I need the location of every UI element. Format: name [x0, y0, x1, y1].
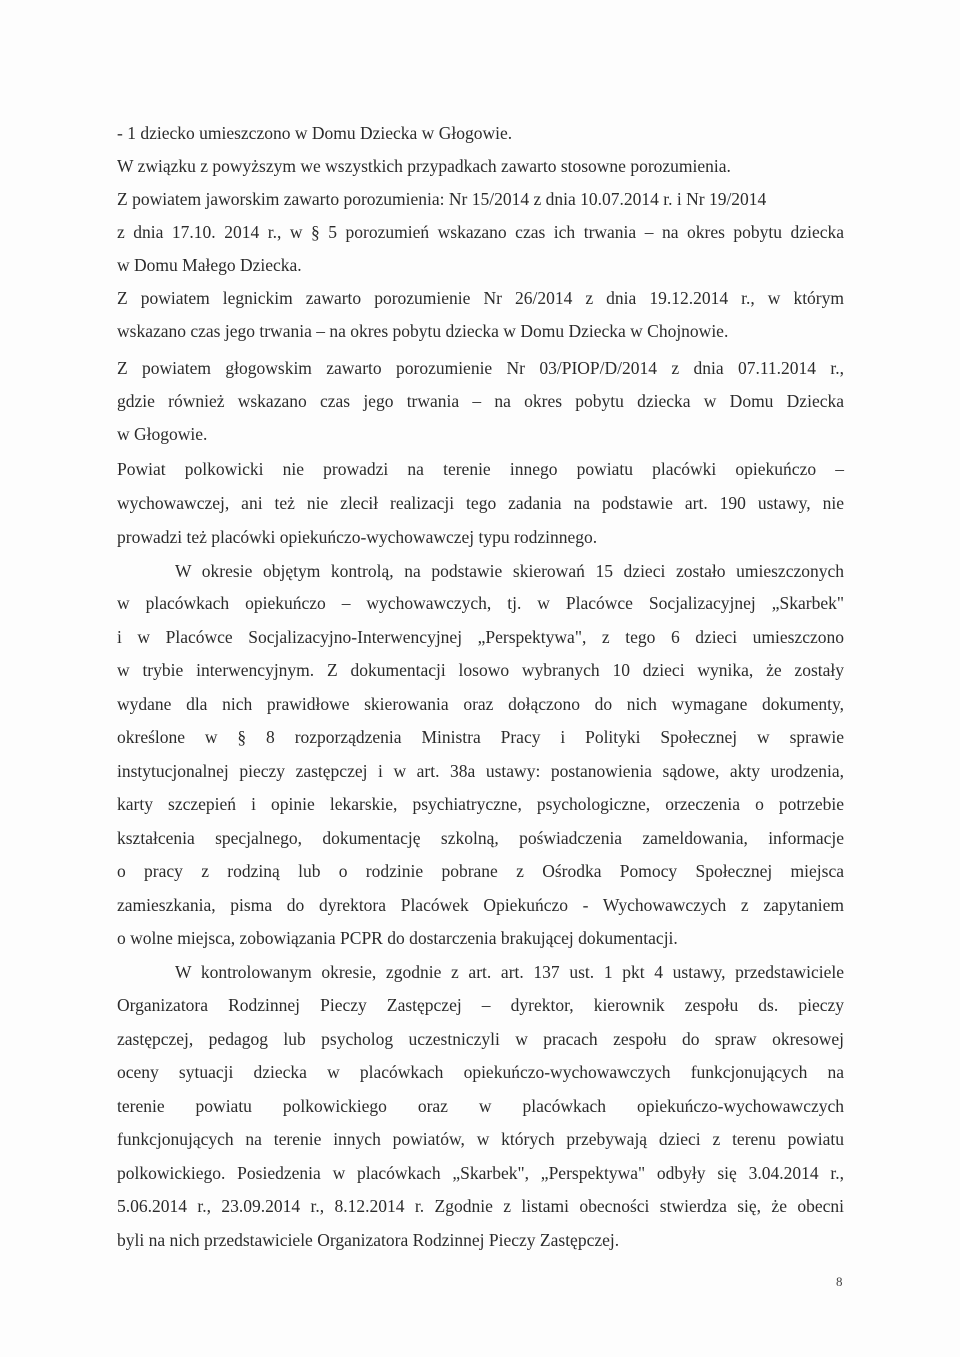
- text-line: wskazano czas jego trwania – na okres pobytu dziecka w Domu Dziecka w Chojnowie.: [117, 321, 729, 341]
- text-line: wydane dla nich prawidłowe skierowania oraz dołączono do nich wymagane dokumenty,: [117, 694, 844, 714]
- page-number: 8: [836, 1274, 843, 1289]
- text-line: z dnia 17.10. 2014 r., w § 5 porozumień wskazano czas ich trwania – na okres pobytu dziecka: [117, 222, 844, 242]
- text-line: o wolne miejsca, zobowiązania PCPR do dostarczenia brakującej dokumentacji.: [117, 928, 678, 948]
- text-line: W okresie objętym kontrolą, na podstawie skierowań 15 dzieci zostało umieszczonych: [175, 561, 844, 581]
- text-line: kształcenia specjalnego, dokumentację szkolną, poświadczenia zameldowania, informacje: [117, 828, 844, 848]
- text-line: byli na nich przedstawiciele Organizatora Rodzinnej Pieczy Zastępczej.: [117, 1230, 620, 1250]
- text-line: o pracy z rodziną lub o rodzinie pobrane z Ośrodka Pomocy Społecznej miejsca: [117, 861, 844, 881]
- text-line: w Domu Małego Dziecka.: [117, 255, 302, 275]
- text-line: polkowickiego. Posiedzenia w placówkach „Skarbek", „Perspektywa" odbyły się 3.04.2014 r.,: [117, 1163, 844, 1183]
- text-line: - 1 dziecko umieszczono w Domu Dziecka w Głogowie.: [117, 123, 513, 143]
- text-line: zastępczej, pedagog lub psycholog uczestniczyli w pracach zespołu do spraw okresowej: [117, 1029, 844, 1049]
- text-line: Organizatora Rodzinnej Pieczy Zastępczej – dyrektor, kierownik zespołu ds. pieczy: [117, 995, 844, 1015]
- text-line: karty szczepień i opinie lekarskie, psychiatryczne, psychologiczne, orzeczenia o potrzebie: [117, 794, 844, 814]
- text-line: funkcjonujących na terenie innych powiatów, w których przebywają dzieci z terenu powiatu: [117, 1129, 844, 1149]
- text-line: i w Placówce Socjalizacyjno-Interwencyjnej „Perspektywa", z tego 6 dzieci umieszczono: [117, 627, 844, 647]
- text-line: wychowawczej, ani też nie zlecił realizacji tego zadania na podstawie art. 190 ustawy, nie: [117, 493, 844, 513]
- text-line: gdzie również wskazano czas jego trwania – na okres pobytu dziecka w Domu Dziecka: [117, 391, 844, 411]
- text-line: Z powiatem legnickim zawarto porozumienie Nr 26/2014 z dnia 19.12.2014 r., w którym: [117, 288, 844, 308]
- text-line: W związku z powyższym we wszystkich przypadkach zawarto stosowne porozumienia.: [117, 156, 731, 176]
- text-line: określone w § 8 rozporządzenia Ministra Pracy i Polityki Społecznej w sprawie: [117, 727, 844, 747]
- text-line: terenie powiatu polkowickiego oraz w placówkach opiekuńczo-wychowawczych: [117, 1096, 844, 1116]
- text-line: 5.06.2014 r., 23.09.2014 r., 8.12.2014 r. Zgodnie z listami obecności stwierdza się, że obecni: [117, 1196, 844, 1216]
- text-line: Z powiatem głogowskim zawarto porozumienie Nr 03/PIOP/D/2014 z dnia 07.11.2014 r.,: [117, 358, 844, 378]
- text-line: Z powiatem jaworskim zawarto porozumienia: Nr 15/2014 z dnia 10.07.2014 r. i Nr 19/2014: [117, 189, 767, 209]
- text-line: instytucjonalnej pieczy zastępczej i w art. 38a ustawy: postanowienia sądowe, akty urodzenia,: [117, 761, 844, 781]
- text-line: zamieszkania, pisma do dyrektora Placówek Opiekuńczo - Wychowawczych z zapytaniem: [117, 895, 844, 915]
- text-line: w Głogowie.: [117, 424, 208, 444]
- text-line: w trybie interwencyjnym. Z dokumentacji losowo wybranych 10 dzieci wynika, że zostały: [117, 660, 844, 680]
- text-line: w placówkach opiekuńczo – wychowawczych, tj. w Placówce Socjalizacyjnej „Skarbek": [117, 593, 844, 613]
- text-line: Powiat polkowicki nie prowadzi na terenie innego powiatu placówki opiekuńczo –: [117, 459, 844, 479]
- text-line: W kontrolowanym okresie, zgodnie z art. art. 137 ust. 1 pkt 4 ustawy, przedstawiciele: [175, 962, 844, 982]
- text-line: oceny sytuacji dziecka w placówkach opiekuńczo-wychowawczych funkcjonujących na: [117, 1062, 844, 1082]
- text-line: prowadzi też placówki opiekuńczo-wychowawczej typu rodzinnego.: [117, 527, 598, 547]
